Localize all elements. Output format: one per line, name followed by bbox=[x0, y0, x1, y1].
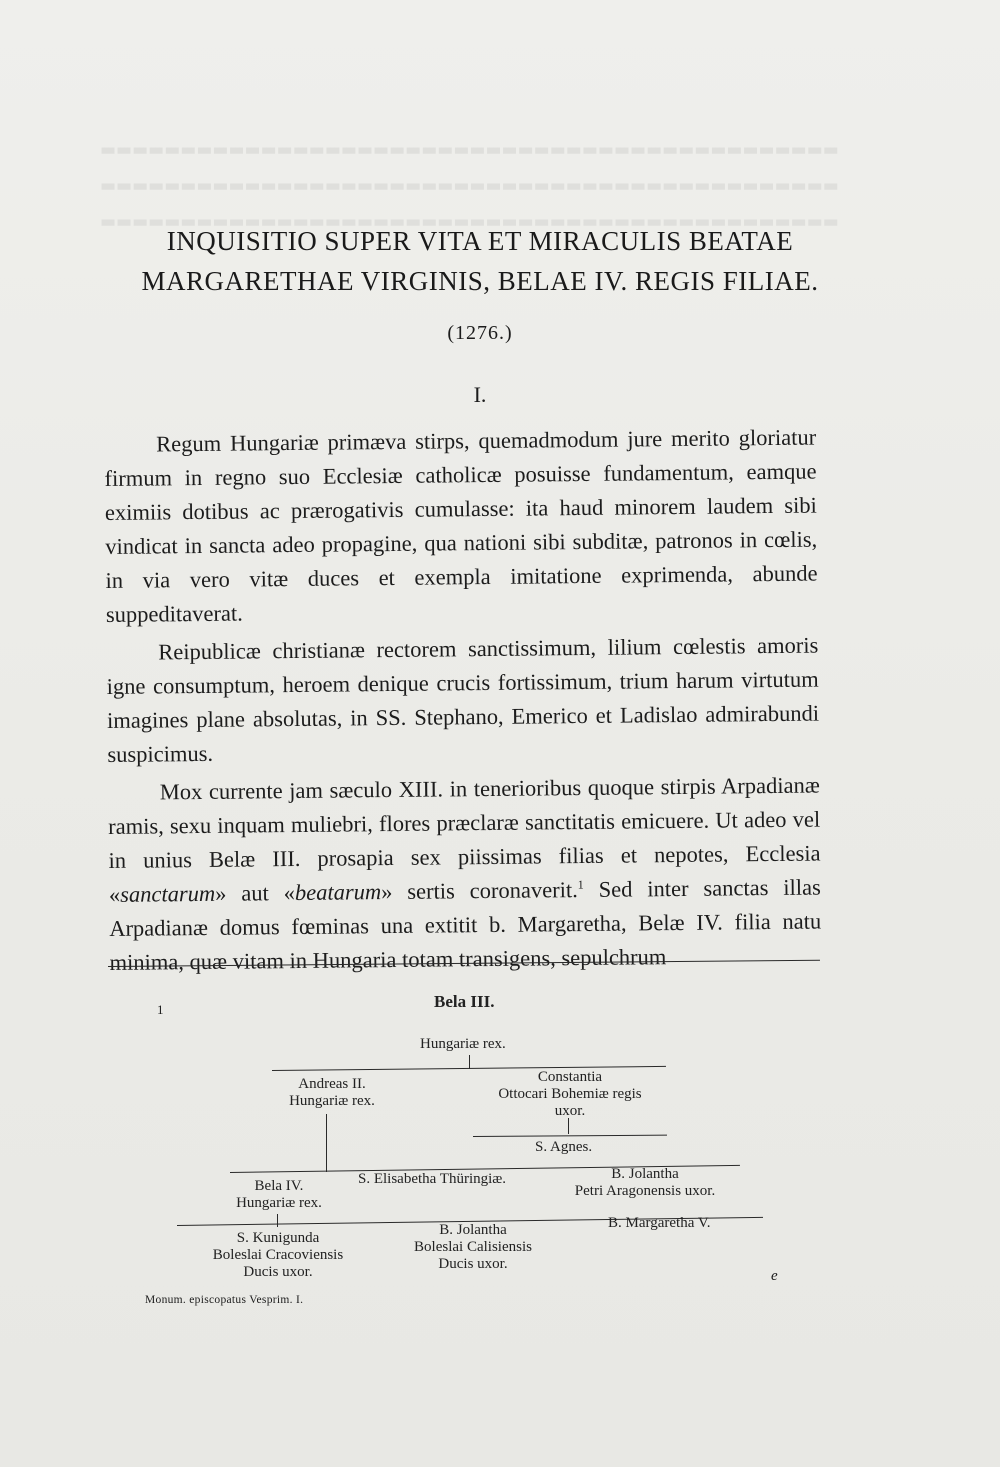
tree-elisabetha: S. Elisabetha Thüringiæ. bbox=[358, 1171, 507, 1187]
tree-root-title: Hungariæ rex. bbox=[420, 1036, 506, 1052]
kunigunda-uxor: Ducis uxor. bbox=[243, 1264, 313, 1280]
signature-mark: e bbox=[771, 1268, 778, 1284]
tree-jolantha-calisia bbox=[398, 1222, 548, 1273]
footnote-reference: 1 bbox=[577, 877, 584, 892]
italic-sanctarum: sanctarum bbox=[120, 880, 216, 907]
paragraph-3-part-c: » sertis coronaverit. bbox=[381, 877, 578, 905]
jolantha-aragon-name: B. Jolantha bbox=[611, 1166, 679, 1182]
tree-connector bbox=[568, 1118, 569, 1134]
show-through-text: ▬▬▬▬▬▬▬▬▬▬▬▬▬▬▬▬▬▬▬▬▬▬▬▬▬▬▬▬▬▬▬▬▬▬▬▬▬▬▬▬▬▬▬▬▬▬ bbox=[100, 212, 839, 232]
main-text bbox=[104, 421, 822, 984]
tree-margaretha: B. Margaretha V. bbox=[608, 1215, 711, 1231]
italic-beatarum: beatarum bbox=[294, 879, 382, 906]
paragraph-1: Regum Hungariæ primæva stirps, quemadmodum jure merito gloriatur firmum in regno suo Ecclesiæ catholicæ posuisse fundamentum, eamque eximiis dotibus ac prærogativis cumulasse: ita haud minorem laudem sibi vindicat in sancta adeo propagine, qua nationi sibi subditæ, patronos in cœlis, in via vero vitæ duces et exempla imitatione exprimenda, abunde suppeditaverat. bbox=[104, 424, 818, 627]
year: (1276.) bbox=[447, 322, 513, 344]
constantia-name: Constantia bbox=[537, 1069, 603, 1085]
bela-iv-name: Bela IV. bbox=[254, 1178, 304, 1194]
andreas-title: Hungariæ rex. bbox=[289, 1093, 375, 1109]
jolantha-calisia-desc: Boleslai Calisiensis bbox=[414, 1239, 532, 1255]
show-through-text: ▬▬▬▬▬▬▬▬▬▬▬▬▬▬▬▬▬▬▬▬▬▬▬▬▬▬▬▬▬▬▬▬▬▬▬▬▬▬▬▬▬▬▬▬▬▬ bbox=[100, 140, 839, 160]
source-line: Monum. episcopatus Vesprim. I. bbox=[145, 1294, 304, 1306]
constantia-desc: Ottocari Bohemiæ regis bbox=[498, 1086, 642, 1102]
tree-andreas bbox=[272, 1076, 392, 1110]
paragraph-2: Reipublicæ christianæ rectorem sanctissimum, lilium cœlestis amoris igne consumptum, heroem denique crucis fortissimum, trium harum virtutum imagines plane absolutas, in SS. Stephano, Emerico et Ladislao admirabundi suspicimus. bbox=[106, 632, 820, 767]
jolantha-aragon-desc: Petri Aragonensis uxor. bbox=[574, 1183, 716, 1199]
show-through-text: ▬▬▬▬▬▬▬▬▬▬▬▬▬▬▬▬▬▬▬▬▬▬▬▬▬▬▬▬▬▬▬▬▬▬▬▬▬▬▬▬▬▬▬▬▬▬ bbox=[100, 176, 839, 196]
kunigunda-desc: Boleslai Cracoviensis bbox=[212, 1247, 344, 1263]
tree-constantia-line bbox=[473, 1135, 667, 1137]
jolantha-calisia-uxor: Ducis uxor. bbox=[438, 1256, 508, 1272]
tree-connector bbox=[277, 1214, 278, 1227]
section-numeral: I. bbox=[473, 382, 487, 407]
tree-jolantha-aragon bbox=[560, 1166, 730, 1200]
tree-connector bbox=[326, 1114, 327, 1172]
paragraph-3 bbox=[108, 769, 822, 980]
paragraph-3-part-a: Mox currente jam sæculo XIII. in tenerioribus quoque stirpis Arpadianæ ramis, sexu inquam muliebri, flores præclaræ sanctitatis emicuere. Ut adeo vel in unius Belæ III. prosapia sex piissimas filias et nepotes, Ecclesia « bbox=[108, 772, 821, 907]
jolantha-calisia-name: B. Jolantha bbox=[439, 1222, 507, 1238]
andreas-name: Andreas II. bbox=[298, 1076, 366, 1092]
title-line-2: MARGARETHAE VIRGINIS, BELAE IV. REGIS FILIAE. bbox=[141, 266, 819, 296]
title-line-1: INQUISITIO SUPER VITA ET MIRACULIS BEATAE bbox=[166, 226, 794, 256]
tree-bela-iv bbox=[226, 1178, 332, 1212]
footnote-mark: 1 bbox=[157, 1002, 164, 1017]
paragraph-3-part-d: Sed inter sanctas illas Arpadianæ domus fœminas una extitit b. Margaretha, Belæ IV. filia natu minima, quæ vitam in Hungaria totam transigens, sepulchrum bbox=[109, 874, 822, 975]
tree-kunigunda bbox=[196, 1230, 360, 1281]
tree-connector bbox=[469, 1055, 470, 1069]
constantia-uxor: uxor. bbox=[554, 1103, 586, 1119]
tree-agnes: S. Agnes. bbox=[535, 1139, 593, 1155]
bela-iv-title: Hungariæ rex. bbox=[236, 1195, 322, 1211]
kunigunda-name: S. Kunigunda bbox=[236, 1230, 320, 1246]
tree-constantia bbox=[482, 1069, 658, 1120]
tree-root-name: Bela III. bbox=[434, 992, 495, 1011]
paragraph-3-part-b: » aut « bbox=[214, 880, 296, 906]
